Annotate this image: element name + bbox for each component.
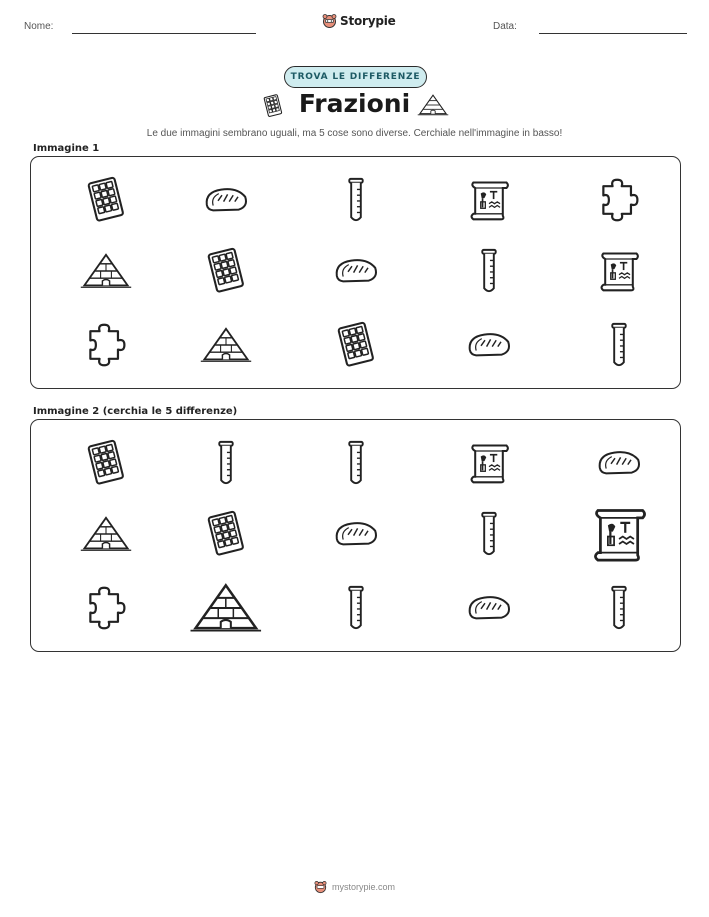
storypie-footer-icon: [314, 880, 327, 894]
activity-badge: TROVA LE DIFFERENZE: [284, 66, 427, 88]
test-tube-icon[interactable]: [346, 439, 366, 487]
test-tube-icon: [609, 321, 629, 369]
bread-icon: [332, 254, 380, 288]
instructions-text: Le due immagini sembrano uguali, ma 5 cose sono diverse. Cerchiale nell'immagine in basso!: [146, 128, 563, 139]
panel1-label: Immagine 1: [33, 143, 100, 154]
bread-icon: [202, 183, 250, 217]
test-tube-icon[interactable]: [216, 439, 236, 487]
puzzle-piece-icon: [596, 177, 642, 223]
bread-icon[interactable]: [595, 446, 643, 480]
image-panel-2[interactable]: [30, 419, 681, 652]
chocolate-bar-icon: [332, 320, 380, 370]
brand-logo: [322, 13, 396, 29]
puzzle-piece-icon: [83, 322, 129, 368]
test-tube-icon[interactable]: [609, 584, 629, 632]
name-label: Nome:: [24, 21, 54, 32]
bread-icon[interactable]: [465, 591, 513, 625]
pyramid-icon: [79, 251, 133, 291]
bread-icon[interactable]: [332, 517, 380, 551]
image-panel-1: [30, 156, 681, 389]
puzzle-piece-icon[interactable]: [83, 585, 129, 631]
footer: [0, 880, 709, 894]
footer-url[interactable]: mystorypie.com: [331, 882, 395, 892]
test-tube-icon[interactable]: [346, 584, 366, 632]
bread-icon: [465, 328, 513, 362]
chocolate-bar-icon[interactable]: [82, 438, 130, 488]
test-tube-icon: [479, 247, 499, 295]
pyramid-icon[interactable]: [188, 580, 264, 636]
papyrus-scroll-icon[interactable]: [466, 440, 512, 486]
name-line[interactable]: [72, 33, 256, 34]
page-title: Frazioni: [298, 89, 411, 118]
test-tube-icon[interactable]: [479, 510, 499, 558]
chocolate-bar-icon: [82, 175, 130, 225]
chocolate-bar-icon: [202, 246, 250, 296]
pyramid-icon: [416, 93, 450, 117]
pyramid-icon[interactable]: [79, 514, 133, 554]
storypie-mascot-icon: [322, 13, 337, 29]
date-line[interactable]: [539, 33, 687, 34]
chocolate-bar-icon[interactable]: [202, 509, 250, 559]
brand-name: Storypie: [340, 14, 396, 28]
panel2-label: Immagine 2 (cerchia le 5 differenze): [33, 406, 238, 417]
papyrus-scroll-icon: [596, 248, 642, 294]
test-tube-icon: [346, 176, 366, 224]
papyrus-scroll-icon: [466, 177, 512, 223]
pyramid-icon: [199, 325, 253, 365]
papyrus-scroll-icon[interactable]: [588, 503, 650, 565]
date-label: Data:: [493, 21, 517, 32]
